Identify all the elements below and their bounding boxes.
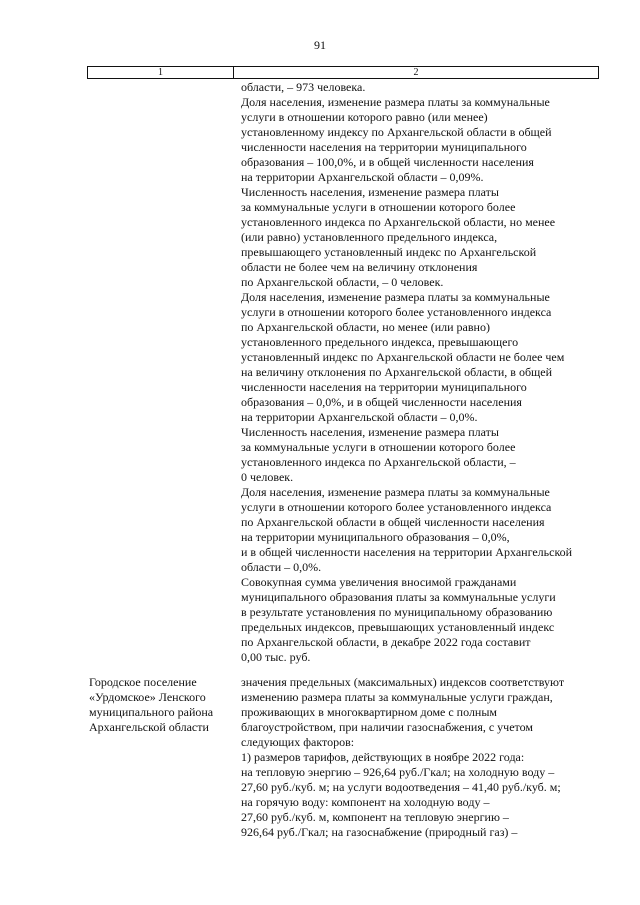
text-line: муниципального района [89, 705, 214, 719]
text-line: значения предельных (максимальных) индексов соответствуют [241, 675, 565, 689]
text-line: на территории Архангельской области – 0,09%. [241, 170, 484, 184]
text-line: (или равно) установленного предельного индекса, [241, 230, 498, 244]
text-line: по Архангельской области в общей численности населения [241, 515, 545, 529]
text-line: 0,00 тыс. руб. [241, 650, 311, 664]
text-line: Доля населения, изменение размера платы за коммунальные [241, 485, 550, 499]
text-line: образования – 100,0%, и в общей численности населения [241, 155, 534, 169]
text-line: муниципального образования платы за коммунальные услуги [241, 590, 556, 604]
text-line: области, – 973 человека. [241, 80, 366, 94]
table-header-col2: 2 [413, 67, 419, 78]
text-line: «Урдомское» Ленского [89, 690, 206, 704]
text-line: численности населения на территории муниципального [241, 140, 527, 154]
text-line: услуги в отношении которого более установленного индекса [241, 500, 552, 514]
text-line: благоустройством, при наличии газоснабжения, с учетом [241, 720, 533, 734]
text-line: установленный индекс по Архангельской области не более чем [241, 350, 565, 364]
text-line: на территории муниципального образования – 0,0%, [241, 530, 510, 544]
text-line: и в общей численности населения на территории Архангельской [241, 545, 573, 559]
text-line: по Архангельской области, – 0 человек. [241, 275, 444, 289]
text-line: Доля населения, изменение размера платы за коммунальные [241, 290, 550, 304]
text-line: 27,60 руб./куб. м; на услуги водоотведения – 41,40 руб./куб. м; [241, 780, 561, 794]
text-line: Доля населения, изменение размера платы за коммунальные [241, 95, 550, 109]
table-header-col1: 1 [88, 67, 234, 78]
text-line: по Архангельской области, но менее (или равно) [241, 320, 490, 334]
text-line: установленного предельного индекса, превышающего [241, 335, 519, 349]
text-line: численности населения на территории муниципального [241, 380, 527, 394]
text-line: 926,64 руб./Гкал; на газоснабжение (природный газ) – [241, 825, 518, 839]
row2-content-cell [241, 675, 601, 840]
text-line: установленному индексу по Архангельской области в общей [241, 125, 552, 139]
text-line: Совокупная сумма увеличения вносимой гражданами [241, 575, 517, 589]
row1-content-cell [241, 80, 601, 665]
text-line: в результате установления по муниципальному образованию [241, 605, 553, 619]
text-line: изменению размера платы за коммунальные услуги граждан, [241, 690, 553, 704]
text-line: области – 0,0%. [241, 560, 322, 574]
text-line: услуги в отношении которого равно (или менее) [241, 110, 488, 124]
text-line: установленного индекса по Архангельской области, но менее [241, 215, 556, 229]
text-line: за коммунальные услуги в отношении которого более [241, 440, 516, 454]
text-line: следующих факторов: [241, 735, 355, 749]
text-line: установленного индекса по Архангельской области, – [241, 455, 516, 469]
text-line: проживающих в многоквартирном доме с полным [241, 705, 498, 719]
text-line: 0 человек. [241, 470, 294, 484]
text-line: Городское поселение [89, 675, 197, 689]
text-line: образования – 0,0%, и в общей численности населения [241, 395, 522, 409]
page-number: 91 [314, 38, 326, 52]
text-line: на горячую воду: компонент на холодную воду – [241, 795, 490, 809]
table-header-row [87, 66, 599, 79]
text-line: Численность населения, изменение размера платы [241, 425, 499, 439]
row2-municipality-cell [89, 675, 229, 735]
text-line: услуги в отношении которого более установленного индекса [241, 305, 552, 319]
text-line: по Архангельской области, в декабре 2022 года составит [241, 635, 531, 649]
text-line: Архангельской области [89, 720, 209, 734]
text-line: 27,60 руб./куб. м, компонент на тепловую энергию – [241, 810, 509, 824]
text-line: 1) размеров тарифов, действующих в ноябре 2022 года: [241, 750, 525, 764]
text-line: предельных индексов, превышающих установленный индекс [241, 620, 555, 634]
text-line: области не более чем на величину отклонения [241, 260, 478, 274]
text-line: на тепловую энергию – 926,64 руб./Гкал; на холодную воду – [241, 765, 555, 779]
text-line: превышающего установленный индекс по Архангельской [241, 245, 537, 259]
text-line: за коммунальные услуги в отношении которого более [241, 200, 516, 214]
text-line: на величину отклонения по Архангельской области, в общей [241, 365, 553, 379]
text-line: Численность населения, изменение размера платы [241, 185, 499, 199]
text-line: на территории Архангельской области – 0,0%. [241, 410, 478, 424]
